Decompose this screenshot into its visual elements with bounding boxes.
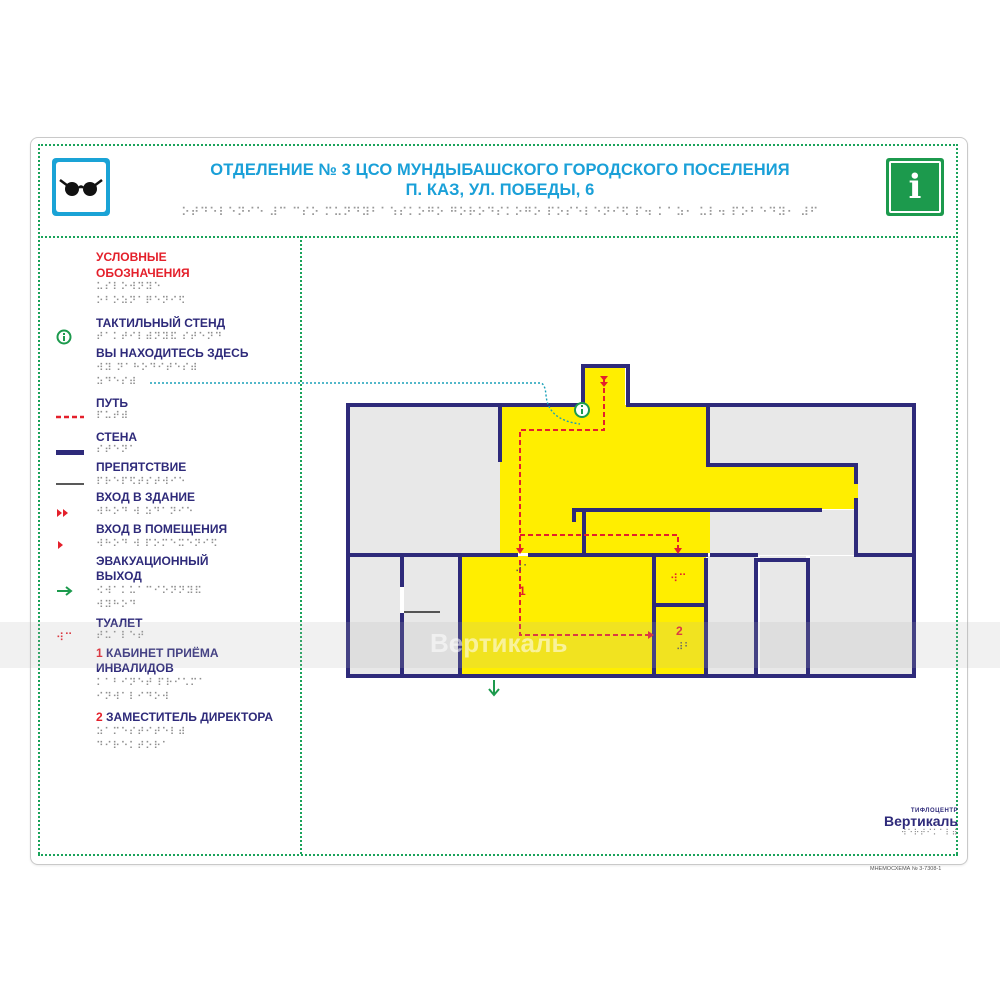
legend-heading-braille-1: ⠥⠎⠇⠕⠺⠝⠽⠑	[96, 281, 162, 293]
logo-small-text: ТИФЛОЦЕНТР	[910, 808, 958, 814]
info-icon: i	[886, 158, 944, 216]
legend-braille-you-are-here: ⠺⠽ ⠝⠁⠓⠕⠙⠊⠞⠑⠎⠾	[96, 362, 199, 374]
title-line-2: П. КАЗ, УЛ. ПОБЕДЫ, 6	[405, 181, 595, 199]
legend-braille-obstacle: ⠏⠗⠑⠏⠫⠞⠎⠞⠺⠊⠑	[96, 476, 187, 488]
legend-braille-path: ⠏⠥⠞⠾	[96, 410, 129, 422]
scheme-code: МНЕМОСХЕМА № 3-7308-1	[870, 866, 942, 872]
legend-braille-room1: ⠅⠁⠃⠊⠝⠑⠞ ⠏⠗⠊⠡⠍⠁	[96, 677, 207, 689]
legend-heading-braille-2: ⠕⠃⠕⠵⠝⠁⠟⠑⠝⠊⠫	[96, 295, 187, 307]
legend-braille-room2-2: ⠙⠊⠗⠑⠅⠞⠕⠗⠁	[96, 740, 170, 752]
legend-label-building-entrance: ВХОД В ЗДАНИЕ	[96, 490, 195, 504]
room2-braille: ⠼⠃	[676, 642, 692, 653]
legend-braille-evac-1: ⠪⠺⠁⠅⠥⠁⠉⠊⠕⠝⠝⠽⠯	[96, 585, 203, 597]
legend-braille-stand: ⠞⠁⠅⠞⠊⠇⠾⠝⠽⠯ ⠎⠞⠑⠝⠙	[96, 331, 223, 343]
title-line-1: ОТДЕЛЕНИЕ № 3 ЦСО МУНДЫБАШСКОГО ГОРОДСКОГО ПОСЕЛЕНИЯ	[210, 161, 790, 179]
wc-braille-plan: ⠺⠉	[670, 572, 688, 585]
legend-braille-building-entrance: ⠺⠓⠕⠙ ⠺ ⠵⠙⠁⠝⠊⠑	[96, 506, 194, 518]
title-braille: ⠕⠞⠙⠑⠇⠑⠝⠊⠑ ⠼⠉ ⠉⠎⠕ ⠍⠥⠝⠙⠽⠃⠁⠱⠎⠅⠕⠛⠕ ⠛⠕⠗⠕⠙⠎⠅⠕⠛⠕ ⠏⠕⠎⠑⠇⠑⠝⠊⠫ ⠏⠲ ⠅⠁⠵⠂ ⠥⠇⠲ ⠏⠕⠃⠑⠙⠽⠂ ⠼⠋	[181, 205, 819, 219]
legend-braille-room2: ⠵⠁⠍⠑⠎⠞⠊⠞⠑⠇⠾	[96, 726, 187, 738]
legend-heading-1: УСЛОВНЫЕ	[96, 250, 167, 264]
room1-number: 1	[519, 584, 526, 598]
legend-label-evac-1: ЭВАКУАЦИОННЫЙ	[96, 554, 209, 568]
legend-label-room1-2: ИНВАЛИДОВ	[96, 661, 174, 675]
legend-label-evac-2: ВЫХОД	[96, 569, 142, 583]
legend-label-obstacle: ПРЕПЯТСТВИЕ	[96, 460, 187, 474]
logo-braille: ⠺⠑⠗⠞⠊⠅⠁⠇⠾	[900, 828, 958, 837]
legend-heading-2: ОБОЗНАЧЕНИЯ	[96, 266, 190, 280]
legend-label-path: ПУТЬ	[96, 396, 129, 410]
legend-label-toilet: ТУАЛЕТ	[96, 616, 143, 630]
legend-label-room-entrance: ВХОД В ПОМЕЩЕНИЯ	[96, 522, 228, 536]
legend-braille-room1-2: ⠊⠝⠺⠁⠇⠊⠙⠕⠺	[96, 691, 170, 703]
room1-braille: ⠼⠁	[515, 564, 531, 575]
legend-num-1: 1	[96, 646, 103, 660]
legend-braille-evac-2: ⠺⠽⠓⠕⠙	[96, 599, 137, 611]
stand-marker	[575, 403, 589, 417]
evac-exit-arrow	[489, 680, 499, 695]
wc-braille-symbol: ⠺⠉	[56, 630, 74, 644]
legend-braille-toilet: ⠞⠥⠁⠇⠑⠞	[96, 630, 146, 642]
legend-braille-wall: ⠎⠞⠑⠝⠁	[96, 444, 137, 456]
logo-big-text: Вертикаль	[883, 813, 958, 829]
legend-label-you-are-here: ВЫ НАХОДИТЕСЬ ЗДЕСЬ	[96, 346, 249, 360]
watermark-text: Вертикаль	[430, 628, 568, 658]
legend-label-stand: ТАКТИЛЬНЫЙ СТЕНД	[96, 316, 226, 330]
legend-braille-room-entrance: ⠺⠓⠕⠙ ⠺ ⠏⠕⠍⠑⠭⠑⠝⠊⠫	[96, 538, 219, 550]
vertikal-logo	[868, 808, 958, 837]
legend-room2-text: ЗАМЕСТИТЕЛЬ ДИРЕКТОРА	[106, 710, 274, 724]
legend-room1-text: КАБИНЕТ ПРИЁМА	[106, 646, 219, 660]
legend-braille-you-are-here-2: ⠵⠙⠑⠎⠾	[96, 376, 137, 388]
legend-num-2: 2	[96, 710, 103, 724]
room2-number: 2	[676, 624, 683, 638]
legend-label-wall: СТЕНА	[96, 430, 138, 444]
